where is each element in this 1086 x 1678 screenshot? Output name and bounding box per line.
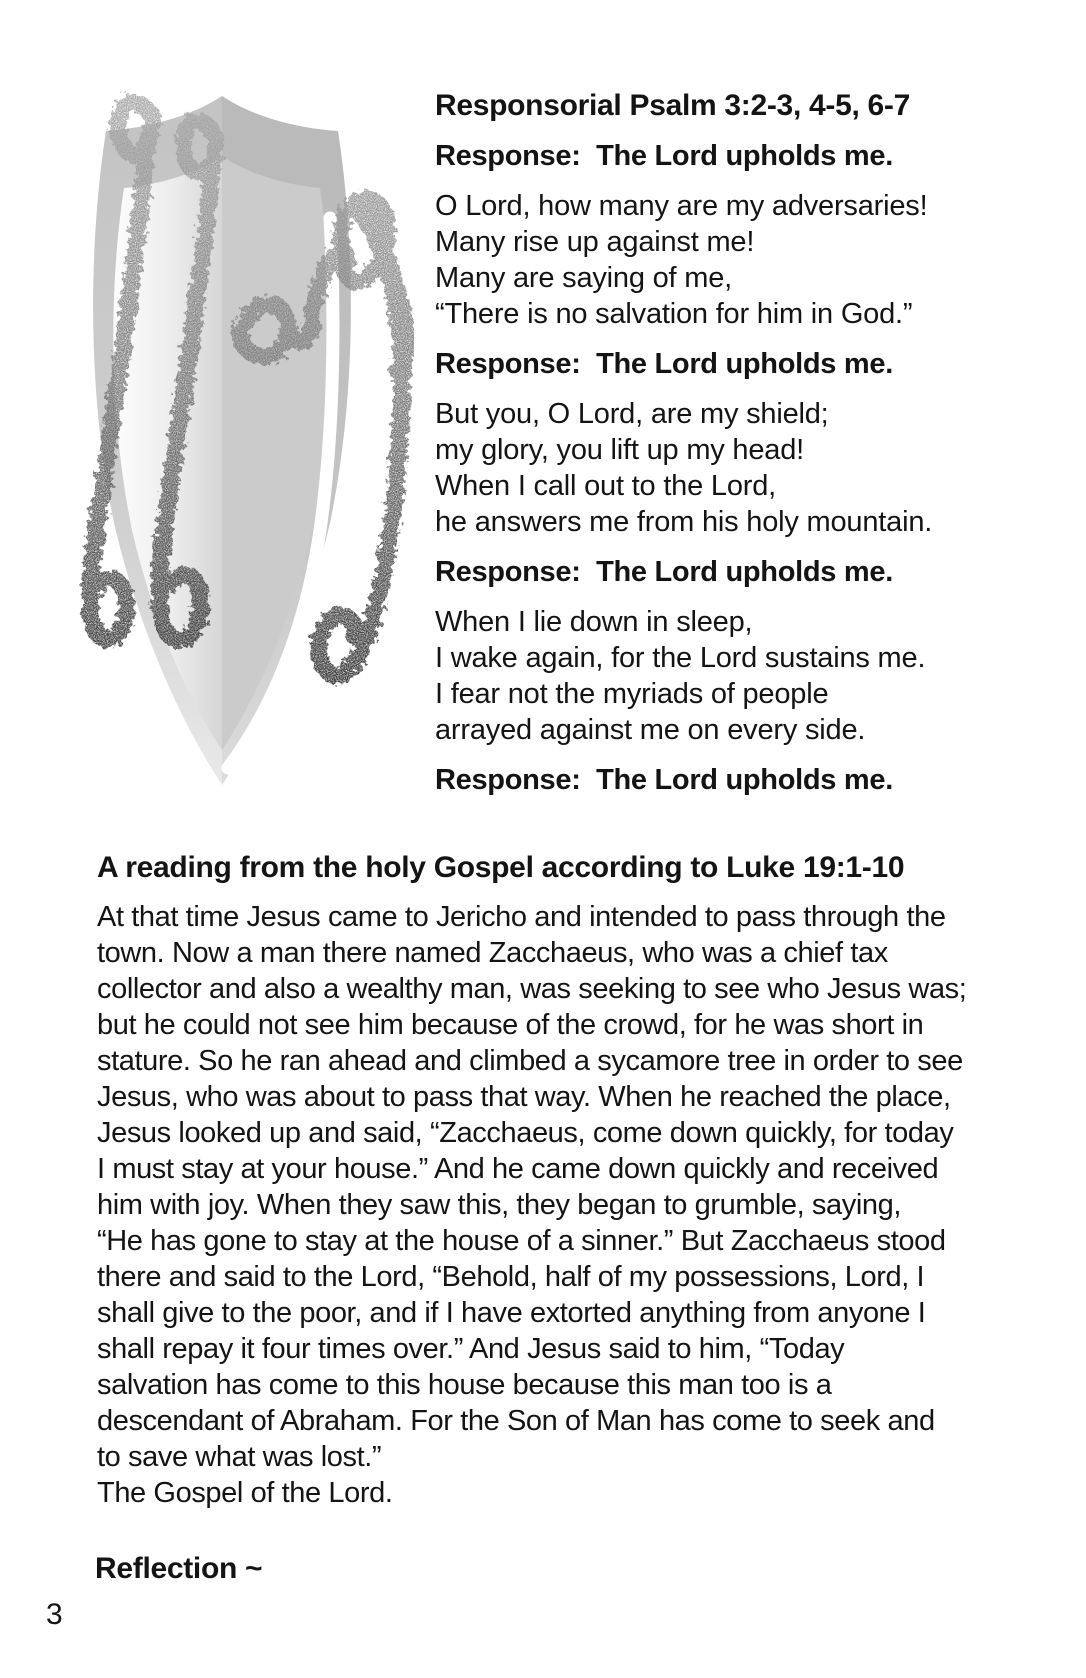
gospel-line: shall repay it four times over.” And Jesus said to him, “Today bbox=[97, 1333, 845, 1365]
stanza-line: I fear not the myriads of people bbox=[435, 678, 829, 710]
psalm-response: Response: The Lord upholds me. bbox=[435, 556, 893, 588]
stanza-line: O Lord, how many are my adversaries! bbox=[435, 190, 928, 222]
gospel-line: to save what was lost.” bbox=[97, 1441, 382, 1473]
gospel-line: Jesus, who was about to pass that way. When he reached the place, bbox=[97, 1081, 951, 1113]
stanza-line: my glory, you lift up my head! bbox=[435, 434, 805, 466]
psalm-response: Response: The Lord upholds me. bbox=[435, 348, 893, 380]
gospel-line: him with joy. When they saw this, they began to grumble, saying, bbox=[97, 1189, 901, 1221]
gospel-line: but he could not see him because of the crowd, for he was short in bbox=[97, 1009, 924, 1041]
gospel-line: town. Now a man there named Zacchaeus, who was a chief tax bbox=[97, 937, 888, 969]
psalm-title: Responsorial Psalm 3:2-3, 4-5, 6-7 bbox=[435, 89, 911, 122]
psalm-stanza bbox=[435, 188, 932, 332]
psalm-stanza bbox=[435, 604, 932, 748]
reflection-heading: Reflection ~ bbox=[95, 1552, 263, 1585]
psalm-section bbox=[435, 88, 932, 812]
gospel-closing: The Gospel of the Lord. bbox=[97, 1477, 393, 1509]
gospel-body bbox=[97, 899, 966, 1511]
psalm-response: Response: The Lord upholds me. bbox=[435, 764, 893, 796]
gospel-section bbox=[97, 850, 966, 1511]
gospel-line: At that time Jesus came to Jericho and intended to pass through the bbox=[97, 901, 946, 933]
stanza-line: When I lie down in sleep, bbox=[435, 606, 753, 638]
gospel-line: I must stay at your house.” And he came down quickly and received bbox=[97, 1153, 939, 1185]
stanza-line: he answers me from his holy mountain. bbox=[435, 506, 933, 538]
gospel-line: there and said to the Lord, “Behold, half of my possessions, Lord, I bbox=[97, 1261, 925, 1293]
page-number: 3 bbox=[46, 1598, 63, 1631]
stanza-line: arrayed against me on every side. bbox=[435, 714, 866, 746]
stanza-line: But you, O Lord, are my shield; bbox=[435, 398, 829, 430]
stanza-line: I wake again, for the Lord sustains me. bbox=[435, 642, 926, 674]
gospel-line: salvation has come to this house because this man too is a bbox=[97, 1369, 832, 1401]
stanza-line: When I call out to the Lord, bbox=[435, 470, 776, 502]
gospel-line: descendant of Abraham. For the Son of Man has come to seek and bbox=[97, 1405, 935, 1437]
gospel-line: stature. So he ran ahead and climbed a sycamore tree in order to see bbox=[97, 1045, 963, 1077]
stanza-line: Many are saying of me, bbox=[435, 262, 733, 294]
psalm-stanza bbox=[435, 396, 932, 540]
gospel-line: collector and also a wealthy man, was seeking to see who Jesus was; bbox=[97, 973, 967, 1005]
stanza-line: Many rise up against me! bbox=[435, 226, 755, 258]
gospel-heading: A reading from the holy Gospel according to Luke 19:1-10 bbox=[97, 851, 905, 884]
gospel-line: “He has gone to stay at the house of a sinner.” But Zacchaeus stood bbox=[97, 1225, 946, 1257]
gospel-line: shall give to the poor, and if I have extorted anything from anyone I bbox=[97, 1297, 926, 1329]
glory-shield-svg bbox=[52, 78, 414, 796]
psalm-response: Response: The Lord upholds me. bbox=[435, 140, 893, 172]
glory-shield-image bbox=[52, 78, 414, 796]
gospel-line: Jesus looked up and said, “Zacchaeus, come down quickly, for today bbox=[97, 1117, 954, 1149]
stanza-line: “There is no salvation for him in God.” bbox=[435, 298, 913, 330]
